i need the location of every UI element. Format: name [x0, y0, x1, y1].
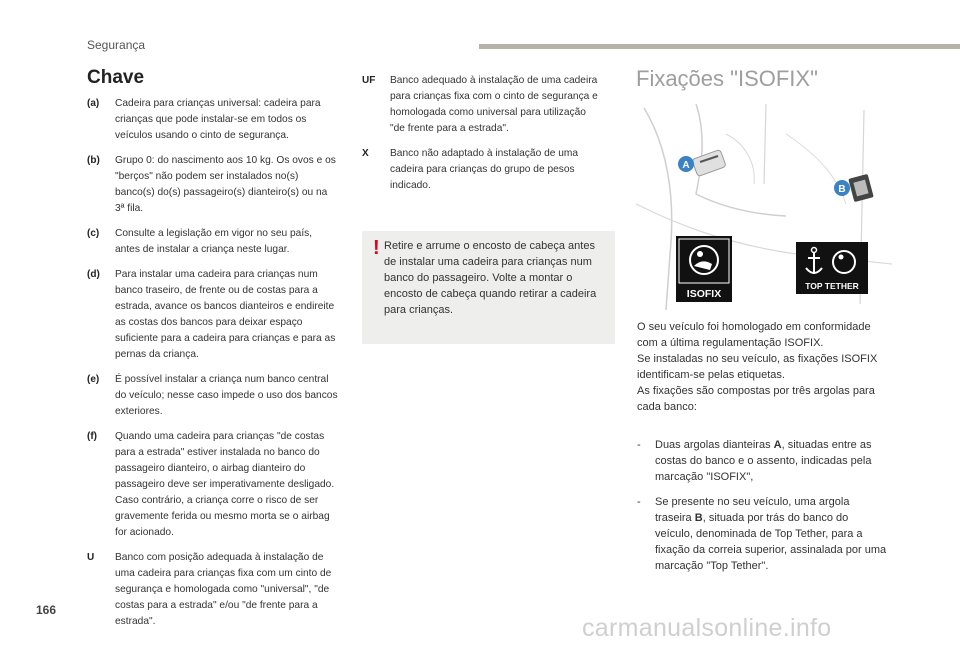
callout-b-label: B [838, 184, 846, 195]
key-code: (b) [87, 155, 100, 166]
key-code: UF [362, 75, 376, 86]
key-item [362, 73, 602, 137]
key-item [87, 226, 339, 258]
key-code: X [362, 148, 369, 159]
bullet-dash: - [637, 439, 641, 451]
top-tether-sign-label: TOP TETHER [805, 281, 859, 291]
bullet-text: Duas argolas dianteiras [655, 439, 774, 451]
bullet-text: , situada por trás do banco do veículo, denominada de Top Tether, para a fixação da correia superior, assinalada por uma marcação "Top Tether". [655, 512, 887, 572]
key-code: (c) [87, 228, 100, 239]
warning-box [362, 231, 615, 344]
list-item [637, 494, 887, 574]
warning-icon: ! [373, 237, 380, 259]
key-code: U [87, 552, 95, 563]
warning-text: Retire e arrume o encosto de cabeça antes de instalar uma cadeira para crianças num banco do passageiro. Volte a montar o encosto de cabeça quando retirar a cadeira para crianças. [384, 240, 597, 316]
header-bar [479, 44, 960, 49]
isofix-figure [636, 104, 892, 310]
page-number: 166 [36, 603, 57, 617]
key-text: Grupo 0: do nascimento aos 10 kg. Os ovos e os "berços" não podem ser instalados no(s) banco(s) do(s) passageiro(s) dianteiro(s) ou na 3ª fila. [115, 155, 336, 214]
key-item [362, 146, 602, 194]
key-text: Para instalar uma cadeira para crianças num banco traseiro, de frente ou de costas para a estrada, avance os bancos dianteiros e endireite as costas dos bancos para deixar espaço suficiente para a cadeira para crianças e para as pernas da criança. [115, 269, 336, 360]
key-text: Cadeira para crianças universal: cadeira para crianças que pode instalar-se em todos os veículos usando o cinto de segurança. [115, 98, 321, 141]
key-list-middle [362, 73, 602, 203]
key-item [87, 153, 339, 217]
key-list-left [87, 96, 339, 639]
key-item [87, 550, 339, 630]
key-code: (e) [87, 374, 100, 385]
key-text: Quando uma cadeira para crianças "de costas para a estrada" estiver instalada no banco do passageiro dianteiro, o airbag dianteiro do passageiro deve ser imperativamente desligado. Caso contrário, a criança corre o risco de ser gravemente ferida ou mesmo morta se o airbag for acionado. [115, 431, 335, 538]
key-text: Banco adequado à instalação de uma cadeira para crianças fixa com o cinto de segurança e homologada como universal para utilização "de frente para a estrada". [390, 75, 598, 134]
key-code: (f) [87, 431, 97, 442]
callout-a-label: A [682, 160, 690, 171]
isofix-intro: O seu veículo foi homologado em conformidade com a última regulamentação ISOFIX. Se instaladas no seu veículo, as fixações ISOFIX identificam-se pelas etiquetas. As fixações são compostas por três argolas para cada banco: [637, 321, 878, 413]
key-item [87, 429, 339, 541]
bullet-text: Se presente no seu veículo, uma argola traseira [655, 496, 850, 524]
key-item [87, 96, 339, 144]
key-item [87, 372, 339, 420]
key-code: (d) [87, 269, 100, 280]
bullet-dash: - [637, 496, 641, 508]
isofix-sign-label: ISOFIX [686, 288, 722, 300]
section-label: Segurança [87, 38, 146, 52]
isofix-title: Fixações "ISOFIX" [636, 66, 818, 91]
key-text: Banco não adaptado à instalação de uma cadeira para crianças do grupo de pesos indicado. [390, 148, 579, 191]
key-item [87, 267, 339, 363]
list-item [637, 437, 887, 485]
isofix-bullets [637, 437, 887, 583]
key-text: É possível instalar a criança num banco central do veículo; nesse caso impede o uso dos bancos exteriores. [115, 374, 338, 417]
bullet-text: , situadas entre as costas do banco e o assento, indicadas pela marcação "ISOFIX", [655, 439, 872, 483]
key-title: Chave [87, 67, 145, 88]
key-code: (a) [87, 98, 100, 109]
key-text: Banco com posição adequada à instalação de uma cadeira para crianças fixa com um cinto de segurança e homologada como "universal", "de costas para a estrada" e/ou "de frente para a estrada". [115, 552, 332, 627]
bullet-label: B [694, 512, 703, 524]
isofix-illustration [636, 104, 892, 310]
bullet-label: A [773, 439, 782, 451]
watermark: carmanualsonline.info [582, 614, 832, 642]
key-text: Consulte a legislação em vigor no seu país, antes de instalar a criança neste lugar. [115, 228, 313, 255]
